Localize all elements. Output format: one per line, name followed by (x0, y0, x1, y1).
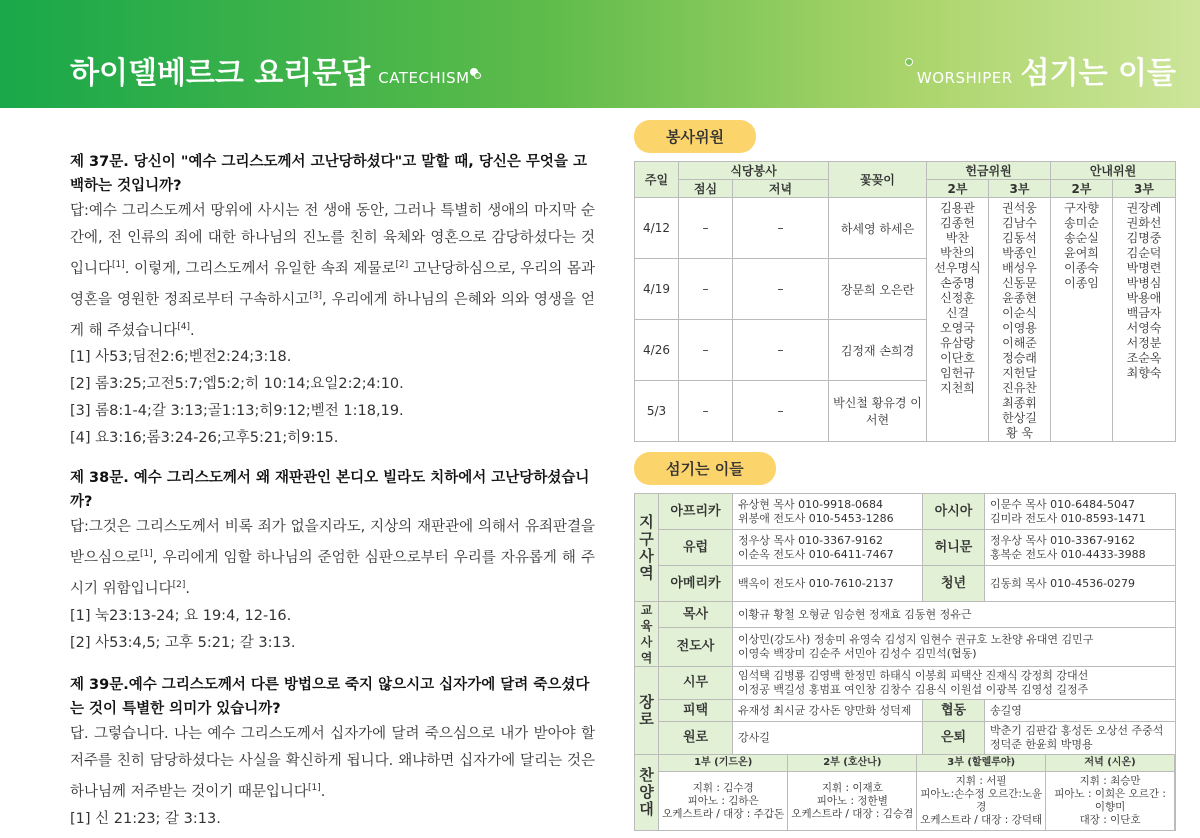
footnote-mark: [1] (140, 549, 153, 560)
header-guide-2bu: 2부 (1051, 180, 1113, 198)
text-line: 이문수 목사 010-6484-5047 (990, 497, 1136, 511)
person-name: 신동문 (1002, 276, 1037, 290)
elder-row-simu (635, 667, 1176, 700)
service-cell-dinner: – (733, 259, 829, 320)
scripture-reference: [1] 사53;딤전2:6;벧전2:24;3:18. (70, 349, 292, 366)
person-name: 오영국 (940, 321, 975, 335)
catechism-en-label: CATECHISM (378, 69, 470, 87)
worshiper-title (917, 48, 1176, 92)
person-name: 유삼랑 (940, 336, 975, 350)
choir-staff-line: 지휘 : 서필 (955, 775, 1007, 787)
region-contacts (733, 530, 923, 566)
catechism-question-block (70, 466, 595, 657)
choir-label (635, 755, 659, 831)
region-name: 아메리카 (659, 566, 733, 602)
person-name: 송미순 (1064, 216, 1099, 230)
choir-staff-line: 오케스트라 / 대장 : 강덕태 (920, 814, 1043, 826)
person-name: 이단호 (940, 351, 975, 365)
header-offering-2bu: 2부 (927, 180, 989, 198)
region-contacts (985, 530, 1176, 566)
footnote-mark: [1] (307, 783, 321, 794)
person-name: 권석웅 (1002, 201, 1037, 215)
person-name: 김명중 (1126, 231, 1162, 245)
vertical-char: 로 (639, 709, 654, 728)
text-line: 이영숙 백장미 김순주 서민아 김성수 김민석(협동) (738, 647, 977, 660)
workers-table (634, 493, 1176, 831)
question-text: 제 39문.예수 그리스도께서 다른 방법으로 죽지 않으시고 십자가에 달려 죽으셨다는 것이 특별한 의미가 있습니까? (70, 677, 590, 718)
region-name: 아프리카 (659, 494, 733, 530)
vertical-char: 교육 (640, 603, 653, 633)
wonro-label: 원로 (659, 722, 733, 755)
header-meal: 식당봉사 (679, 162, 829, 180)
person-name: 김순덕 (1126, 246, 1162, 260)
choir-staff-line: 피아노 : 이희은 오르간 : 이향미 (1054, 788, 1166, 813)
person-name: 이해준 (1002, 336, 1037, 350)
hyeopdong-names: 송길영 (985, 700, 1176, 722)
answer-text (70, 198, 595, 344)
text-line: 정우상 목사 010-3367-9162 (738, 533, 884, 547)
evangelist-label: 전도사 (659, 628, 733, 667)
person-name: 권장례 (1126, 201, 1162, 215)
choir-staff-line: 오케스트라 / 대장 : 김승겸 (791, 807, 914, 820)
pitaek-label: 피택 (659, 700, 733, 722)
person-name: 박병심 (1126, 276, 1162, 290)
catechism-title-text: 하이델베르크 요리문답 (70, 56, 371, 91)
header-dinner: 저녁 (733, 180, 829, 198)
answer-segment: . (320, 783, 326, 800)
service-cell-lunch: – (679, 259, 733, 320)
worshiper-title-text: 섬기는 이들 (1020, 56, 1176, 91)
text-line: 김미라 전도사 010-8593-1471 (990, 511, 1146, 525)
person-name: 윤종현 (1002, 291, 1037, 305)
region-row (635, 494, 1176, 530)
answer-segment: 답:예수 그리스도께서 땅위에 사시는 전 생애 동안, 그러나 특별히 생애의 마지막 순간에, 전 인류의 죄에 대한 하나님의 진노를 친히 육체와 영혼으로 감당하셨다는 것입니다 (70, 203, 595, 277)
catechism-question-block (70, 673, 595, 833)
catechism-question-block (70, 150, 595, 452)
evangelist-names (733, 628, 1176, 667)
elder-row-pitaek (635, 700, 1176, 722)
edu-row-evangelist (635, 628, 1176, 667)
workers-pill: 섬기는 이들 (634, 452, 776, 485)
service-cell-flower: 하세영 하세은 (829, 198, 927, 259)
euntoe-label: 은퇴 (923, 722, 985, 755)
choir-staff-line: 지휘 : 김수경 (692, 781, 754, 794)
header-banner (0, 0, 1200, 108)
header-guide: 안내위원 (1051, 162, 1176, 180)
text-line: 임석택 김병룡 김영백 한정민 하태식 이봉희 피택산 진재식 강정희 강대선 (738, 669, 1089, 682)
service-cell-lunch: – (679, 381, 733, 442)
simu-label: 시무 (659, 667, 733, 700)
choir-table (659, 755, 1175, 830)
answer-segment: 고난당하심으로, 우리의 몸과 영혼을 영원한 정죄로부터 구속하시고 (70, 260, 595, 308)
person-name: 정승래 (1002, 351, 1037, 365)
person-name: 배성우 (1002, 261, 1037, 275)
elder-row-wonro (635, 722, 1176, 755)
green-dot-icon (474, 72, 481, 79)
person-name: 서영숙 (1126, 321, 1162, 335)
person-name: 박찬의 (940, 246, 975, 260)
service-row (635, 198, 1176, 259)
person-name: 김용관 (940, 201, 975, 215)
footnote-mark: [3] (309, 290, 322, 301)
region-contacts (733, 566, 923, 602)
text-line: 이순옥 전도사 010-6411-7467 (738, 547, 894, 561)
service-cell-lunch: – (679, 320, 733, 381)
text-line: 백옥이 전도사 010-7610-2137 (738, 576, 894, 590)
vertical-char: 찬 (639, 766, 654, 784)
pastor-names: 이황규 황철 오형균 임승현 정재효 김동현 정유근 (733, 602, 1176, 628)
person-name: 이순식 (1002, 306, 1037, 320)
vertical-char: 사역 (640, 635, 653, 665)
service-cell-date: 4/19 (635, 259, 679, 320)
choir-staff-line: 지휘 : 최승만 (1079, 775, 1141, 787)
text-line: 김동희 목사 010-4536-0279 (990, 576, 1136, 590)
choir-staff-line: 오케스트라 / 대장 : 주갑돈 (662, 807, 785, 820)
choir-staff (917, 772, 1046, 831)
pastor-label: 목사 (659, 602, 733, 628)
choir-name: 3부 (할렐루야) (917, 755, 1046, 772)
mission-label (635, 494, 659, 602)
green-dot-icon-right (905, 58, 913, 66)
header-flower: 꽃꽂이 (829, 162, 927, 198)
choir-name: 1부 (기드온) (659, 755, 788, 772)
choir-staff (788, 772, 917, 831)
scripture-reference: [1] 눅23:13-24; 요 19:4, 12-16. (70, 608, 292, 625)
service-cell-dinner: – (733, 320, 829, 381)
scripture-reference: [2] 사53:4,5; 고후 5:21; 갈 3:13. (70, 635, 296, 652)
person-name: 박용애 (1126, 291, 1162, 305)
answer-segment: . (185, 581, 191, 598)
region-name: 유럽 (659, 530, 733, 566)
worshipers-section (634, 120, 1176, 831)
person-name: 이영용 (1002, 321, 1037, 335)
simu-names (733, 667, 1176, 700)
vertical-char: 사 (639, 546, 654, 565)
answer-segment: 답:그것은 그리스도께서 비록 죄가 없을지라도, 지상의 재판관에 의해서 유죄판결을 받으심으로 (70, 519, 595, 567)
person-name: 최종휘 (1002, 396, 1037, 410)
service-cell-date: 5/3 (635, 381, 679, 442)
vertical-char: 지 (639, 512, 654, 531)
service-cell-flower: 박신철 황유경 이서현 (829, 381, 927, 442)
choir-staff-line: 피아노:손수정 오르간:노윤경 (920, 788, 1043, 813)
answer-text (70, 721, 595, 806)
vertical-char: 대 (639, 800, 654, 818)
person-name: 김남수 (1002, 216, 1037, 230)
footnote-mark: [2] (172, 580, 186, 591)
person-name: 신걸 (945, 306, 970, 320)
vertical-char: 장 (639, 692, 654, 711)
names-offering-3bu (989, 198, 1051, 442)
footnote-mark: [4] (177, 321, 191, 332)
person-name: 윤여희 (1064, 246, 1099, 260)
answer-segment: . (190, 322, 195, 339)
text-line: 정우상 목사 010-3367-9162 (990, 533, 1136, 547)
person-name: 이종임 (1064, 276, 1099, 290)
header-offering-3bu: 3부 (989, 180, 1051, 198)
answer-text (70, 514, 595, 603)
person-name: 박종인 (1002, 246, 1037, 260)
worshiper-en-label: WORSHIPER (916, 69, 1013, 87)
region-contacts (733, 494, 923, 530)
scripture-reference: [4] 요3:16;롬3:24-26;고후5:21;히9:15. (70, 430, 339, 447)
person-name: 서정분 (1126, 336, 1162, 350)
person-name: 구자향 (1064, 201, 1099, 215)
answer-segment: 답. 그렇습니다. 나는 예수 그리스도께서 십자가에 달려 죽으심으로 내가 받아야 할 저주를 친히 담당하셨다는 사실을 확신하게 됩니다. 왜냐하면 십자가에 달리는 것은 하나님께 저주받는 것이기 때문입니다 (70, 726, 595, 800)
choir-staff-line: 피아노 : 김하은 (687, 794, 759, 807)
text-line: 홍복순 전도사 010-4433-3988 (990, 547, 1146, 561)
person-name: 한상길 (1002, 411, 1037, 425)
question-text: 제 38문. 예수 그리스도께서 왜 재판관인 본디오 빌라도 치하에서 고난당하셨습니까? (70, 470, 590, 511)
header-offering: 헌금위원 (927, 162, 1051, 180)
choir-staff-line: 대장 : 이단호 (1079, 814, 1141, 826)
scripture-reference: [2] 롬3:25;고전5:7;엡5:2;히 10:14;요일2:2;4:10. (70, 376, 404, 393)
choir-name: 저녁 (시온) (1046, 755, 1175, 772)
text-line: 이상민(강도사) 정송미 유영숙 김성지 임현수 권규호 노찬양 유대연 김민구 (738, 633, 1094, 646)
person-name: 백금자 (1126, 306, 1162, 320)
answer-segment: , 우리에게 하나님의 은혜와 의와 영생을 얻게 해 주셨습니다 (70, 291, 595, 339)
names-guide-2bu (1051, 198, 1113, 442)
region-row (635, 566, 1176, 602)
scripture-reference: [1] 신 21:23; 갈 3:13. (70, 810, 221, 827)
person-name: 지천희 (940, 381, 975, 395)
scripture-reference: [3] 롬8:1-4;갈 3:13;골1:13;히9:12;벧전 1:18,19. (70, 403, 404, 420)
euntoe-names (985, 722, 1176, 755)
elder-label (635, 667, 659, 755)
service-cell-flower: 김정재 손희경 (829, 320, 927, 381)
text-line: 박춘기 김판갑 홍성돈 오상선 주중석 (990, 724, 1164, 737)
person-name: 임헌규 (940, 366, 975, 380)
vertical-char: 양 (639, 783, 654, 801)
service-cell-dinner: – (733, 198, 829, 259)
region-name: 아시아 (923, 494, 985, 530)
catechism-title (70, 48, 470, 92)
text-line: 이정공 백길성 홍범표 여인창 김창수 김용식 이원섭 이광복 김영성 길정주 (738, 683, 1089, 696)
vertical-char: 역 (639, 563, 654, 582)
region-row (635, 530, 1176, 566)
person-name: 신정훈 (940, 291, 975, 305)
service-cell-flower: 장문희 오은란 (829, 259, 927, 320)
person-name: 손중명 (940, 276, 975, 290)
choir-staff-line: 지휘 : 이재호 (821, 781, 883, 794)
answer-segment: . 이렇게, 그리스도께서 유일한 속죄 제물로 (124, 260, 396, 277)
person-name: 최향숙 (1126, 366, 1162, 380)
region-name: 허니문 (923, 530, 985, 566)
choir-staff-line: 피아노 : 정한별 (816, 794, 888, 807)
person-name: 조순옥 (1126, 351, 1162, 365)
person-name: 진유찬 (1002, 381, 1037, 395)
text-line: 정덕준 한윤희 박명용 (990, 738, 1093, 751)
region-contacts (985, 566, 1176, 602)
names-guide-3bu (1113, 198, 1176, 442)
header-lunch: 점심 (679, 180, 733, 198)
person-name: 선우명식 (934, 261, 981, 275)
choir-name: 2부 (호산나) (788, 755, 917, 772)
footnote-mark: [1] (112, 260, 125, 270)
choir-row (635, 755, 1176, 831)
region-name: 청년 (923, 566, 985, 602)
service-cell-date: 4/26 (635, 320, 679, 381)
person-name: 송순실 (1064, 231, 1099, 245)
text-line: 유상현 목사 010-9918-0684 (738, 497, 884, 511)
person-name: 지헌달 (1002, 366, 1037, 380)
person-name: 권화선 (1126, 216, 1162, 230)
choir-staff (1046, 772, 1175, 831)
text-line: 위봉애 전도사 010-5453-1286 (738, 511, 894, 525)
service-pill: 봉사위원 (634, 120, 756, 153)
service-cell-dinner: – (733, 381, 829, 442)
hyeopdong-label: 협동 (923, 700, 985, 722)
person-name: 김종헌 (940, 216, 975, 230)
edu-row-pastor (635, 602, 1176, 628)
person-name: 황 욱 (1006, 426, 1033, 440)
catechism-section (70, 150, 595, 833)
person-name: 박찬 (945, 231, 970, 245)
header-week: 주일 (635, 162, 679, 198)
footnote-mark: [2] (395, 260, 409, 270)
question-text: 제 37문. 당신이 "예수 그리스도께서 고난당하셨다"고 말할 때, 당신은 무엇을 고백하는 것입니까? (70, 154, 587, 194)
edu-label (635, 602, 659, 667)
wonro-names: 강사길 (733, 722, 923, 755)
person-name: 박명련 (1126, 261, 1162, 275)
service-cell-date: 4/12 (635, 198, 679, 259)
choir-staff (659, 772, 788, 831)
header-guide-3bu: 3부 (1113, 180, 1176, 198)
names-offering-2bu (927, 198, 989, 442)
person-name: 이종숙 (1064, 261, 1099, 275)
vertical-char: 구 (639, 529, 654, 548)
service-table (634, 161, 1176, 442)
person-name: 김동석 (1002, 231, 1037, 245)
answer-segment: , 우리에게 임할 하나님의 준엄한 심판으로부터 우리를 자유롭게 해 주시기 위함입니다 (70, 550, 595, 598)
choir-grid (659, 755, 1176, 831)
service-cell-lunch: – (679, 198, 733, 259)
pitaek-names: 유재성 최시균 강사돈 양만화 성덕제 (733, 700, 923, 722)
region-contacts (985, 494, 1176, 530)
